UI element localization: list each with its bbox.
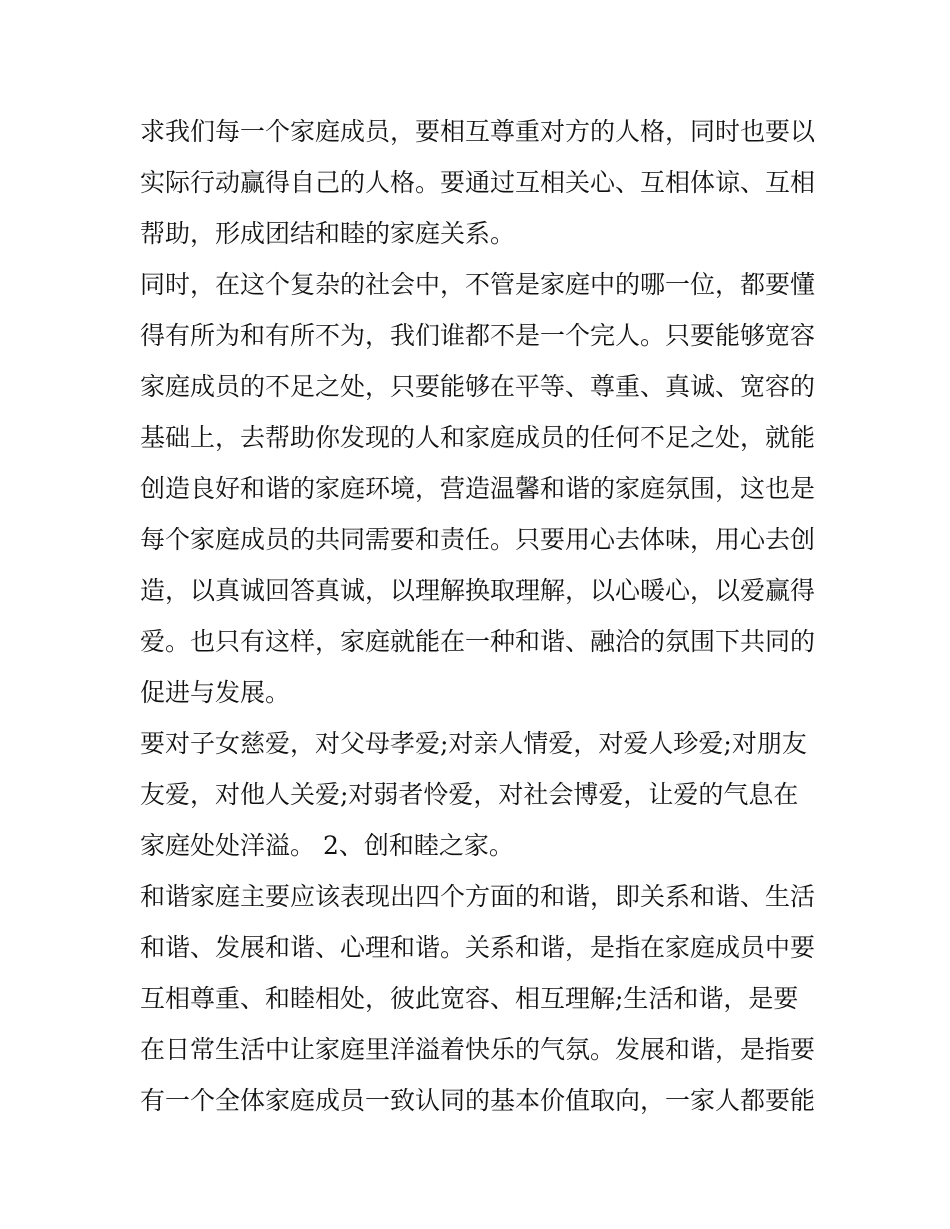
text-line: 要对子女慈爱，对父母孝爱;对亲人情爱，对爱人珍爱;对朋友 bbox=[140, 729, 807, 758]
paragraph-4 bbox=[140, 871, 815, 1126]
text-line: 友爱，对他人关爱;对弱者怜爱，对社会博爱，让爱的气息在 bbox=[140, 780, 799, 809]
text-line: 家庭处处洋溢。 2、创和睦之家。 bbox=[140, 831, 514, 860]
text-line: 造，以真诚回答真诚，以理解换取理解，以心暖心，以爱赢得 bbox=[140, 576, 816, 605]
text-line: 帮助，形成团结和睦的家庭关系。 bbox=[140, 219, 516, 248]
text-line: 爱。也只有这样，家庭就能在一种和谐、融洽的氛围下共同的 bbox=[140, 627, 816, 656]
paragraph-1 bbox=[140, 106, 815, 259]
text-line: 和谐家庭主要应该表现出四个方面的和谐，即关系和谐、生活 bbox=[140, 882, 816, 911]
text-line: 基础上，去帮助你发现的人和家庭成员的任何不足之处，就能 bbox=[140, 423, 816, 452]
text-line: 实际行动赢得自己的人格。要通过互相关心、互相体谅、互相 bbox=[140, 168, 816, 197]
paragraph-2 bbox=[140, 259, 815, 718]
text-line: 创造良好和谐的家庭环境，营造温馨和谐的家庭氛围，这也是 bbox=[140, 474, 816, 503]
text-line: 每个家庭成员的共同需要和责任。只要用心去体味，用心去创 bbox=[140, 525, 816, 554]
text-line: 家庭成员的不足之处，只要能够在平等、尊重、真诚、宽容的 bbox=[140, 372, 816, 401]
paragraph-3 bbox=[140, 718, 815, 871]
text-line: 求我们每一个家庭成员，要相互尊重对方的人格，同时也要以 bbox=[140, 117, 816, 146]
text-line: 得有所为和有所不为，我们谁都不是一个完人。只要能够宽容 bbox=[140, 321, 816, 350]
document-body bbox=[140, 106, 815, 1126]
text-line: 和谐、发展和谐、心理和谐。关系和谐，是指在家庭成员中要 bbox=[140, 933, 816, 962]
text-line: 同时，在这个复杂的社会中，不管是家庭中的哪一位，都要懂 bbox=[140, 270, 816, 299]
text-line: 有一个全体家庭成员一致认同的基本价值取向，一家人都要能 bbox=[140, 1086, 816, 1115]
text-line: 互相尊重、和睦相处，彼此宽容、相互理解;生活和谐，是要 bbox=[140, 984, 799, 1013]
text-line: 在日常生活中让家庭里洋溢着快乐的气氛。发展和谐，是指要 bbox=[140, 1035, 816, 1064]
text-line: 促进与发展。 bbox=[140, 678, 291, 707]
